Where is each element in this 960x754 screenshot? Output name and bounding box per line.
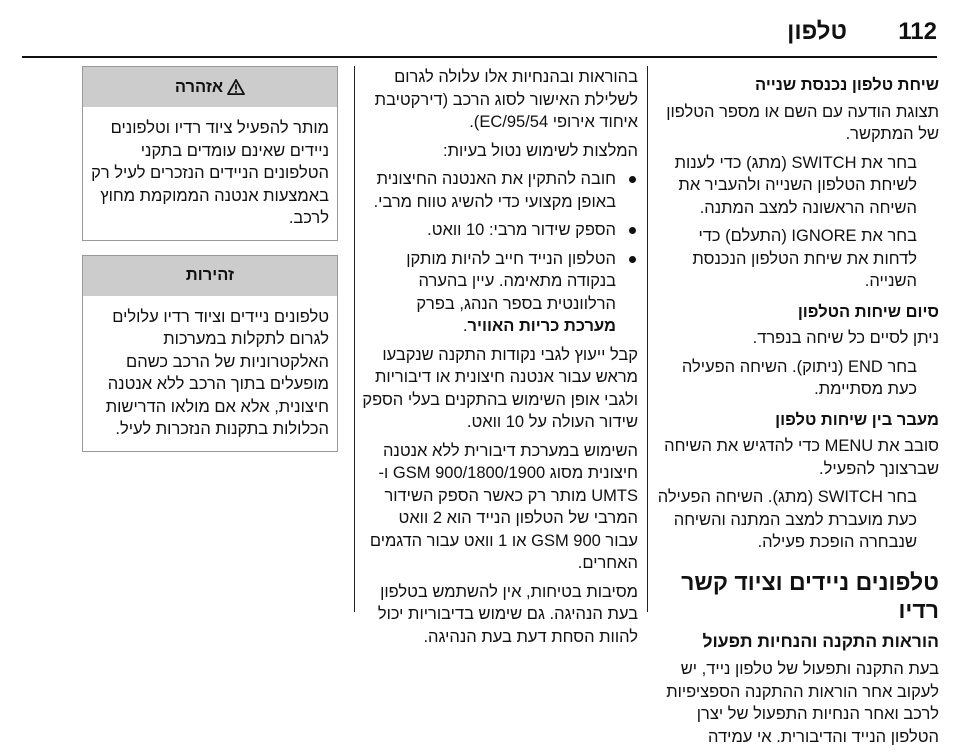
- para-end-2: בחר END (ניתוק). השיחה הפעילה כעת מסתיימת.: [681, 357, 917, 398]
- para-end-1: ניתן לסיים כל שיחה בנפרד.: [752, 329, 939, 347]
- middle-column: [362, 66, 638, 654]
- warning-text: מותר להפעיל ציוד רדיו וטלפונים ניידים שאינם עומדים בתקני הטלפונים הניידים הנזכרים לעיל רק באמצעות אנטנה הממוקמת מחוץ לרכב.: [91, 119, 329, 227]
- para-continued: בהוראות ובהנחיות אלו עלולה לגרום לשלילת האישור לסוג הרכב (דירקטיבת איחוד אירופי 95/54/EC).: [374, 68, 638, 131]
- para-second-call-intro: תצוגת הודעה עם השם או מספר הטלפון של המתקשר.: [666, 102, 939, 143]
- para-advice: קבל ייעוץ לגבי נקודות התקנה שנקבעו מראש עבור אנטנה חיצונית או דיבוריות ולגבי אופן השימוש בהתקנים בעלי הספק שידור העולה על 10 וואט.: [362, 345, 638, 431]
- heading-toggle-calls: מעבר בין שיחות טלפון: [775, 410, 939, 429]
- right-column: [655, 66, 939, 754]
- list-item: חובה להתקין את האנטנה החיצונית באופן מקצועי כדי להשיג טווח מרבי.: [362, 168, 638, 213]
- caution-text: טלפונים ניידים וציוד רדיו עלולים לגרום לתקלות במערכות האלקטרוניות של הרכב כשהם מופעלים בתוך הרכב ללא אנטנה חיצונית, אלא אם מולאו הדרישות הכלולות בתקנות הנזכרות לעיל.: [105, 307, 329, 438]
- bullet-icon: [629, 227, 636, 234]
- para-usage: השימוש במערכת דיבורית ללא אנטנה חיצונית מסוג GSM 900/1800/1900 ו-UMTS מותר רק כאשר הספק השידור המרבי של הטלפון הנייד הוא 2 וואט עבור GSM 900 או 1 וואט עבור הדגמים האחרים.: [369, 441, 638, 572]
- recommendation-list: [362, 168, 638, 338]
- page-header: [22, 14, 937, 58]
- heading-mobile-phones: טלפונים ניידים וציוד קשר רדיו: [681, 568, 939, 623]
- para-ignore: בחר את IGNORE (התעלם) כדי לדחות את שיחת הטלפון הנכנסת השנייה.: [692, 227, 917, 290]
- bullet-icon: [629, 256, 636, 263]
- column-divider-right: [647, 66, 648, 612]
- list-item: הספק שידור מרבי: 10 וואט.: [362, 219, 638, 242]
- warning-triangle-icon: [227, 79, 245, 95]
- warning-header: [83, 67, 337, 107]
- bullet-icon: [629, 176, 636, 183]
- warning-title: אזהרה: [174, 77, 224, 96]
- left-column: [82, 66, 338, 466]
- running-section-title: טלפון: [787, 18, 847, 45]
- para-recommendations: המלצות לשימוש נטול בעיות:: [443, 141, 638, 160]
- list-item: הטלפון הנייד חייב להיות מותקן בנקודה מתאימה. עיין בהערה הרלוונטית בספר הנהג, בפרק מערכת כריות האוויר.: [362, 248, 638, 338]
- para-switch-answer: בחר את SWITCH (מתג) כדי לענות לשיחת הטלפון השנייה ולהעביר את השיחה הראשונה למצב המתנה.: [674, 153, 917, 217]
- para-toggle-1: סובב את MENU כדי להדגיש את השיחה שברצונך להפעיל.: [664, 437, 939, 478]
- page-number: 112: [898, 18, 937, 45]
- caution-title: זהירות: [185, 266, 235, 285]
- para-safety: מסיבות בטיחות, אין להשתמש בטלפון בעת הנהיגה. גם שימוש בדיבוריות יכול להוות הסחת דעת בעת הנהיגה.: [377, 582, 638, 646]
- warning-box: [82, 66, 338, 241]
- para-install: בעת התקנה ותפעול של טלפון נייד, יש לעקוב אחר הוראות ההתקנה הספציפיות לרכב ואחר הנחיות התפעול של יצרן הטלפון הנייד והדיבורית. אי עמידה: [666, 660, 939, 746]
- caution-header: [83, 256, 337, 296]
- para-toggle-2: בחר SWITCH (מתג). השיחה הפעילה כעת מועברת למצב המתנה והשיחה שנבחרה הופכת פעילה.: [657, 488, 917, 551]
- column-divider-left: [354, 66, 355, 612]
- airbag-reference: מערכת כריות האוויר: [467, 317, 616, 335]
- header-rule: [22, 56, 937, 58]
- heading-second-call: שיחת טלפון נכנסת שנייה: [755, 76, 939, 94]
- caution-box: [82, 255, 338, 452]
- subheading-install: הוראות התקנה והנחיות תפעול: [702, 630, 939, 651]
- heading-end-calls: סיום שיחות הטלפון: [797, 302, 939, 321]
